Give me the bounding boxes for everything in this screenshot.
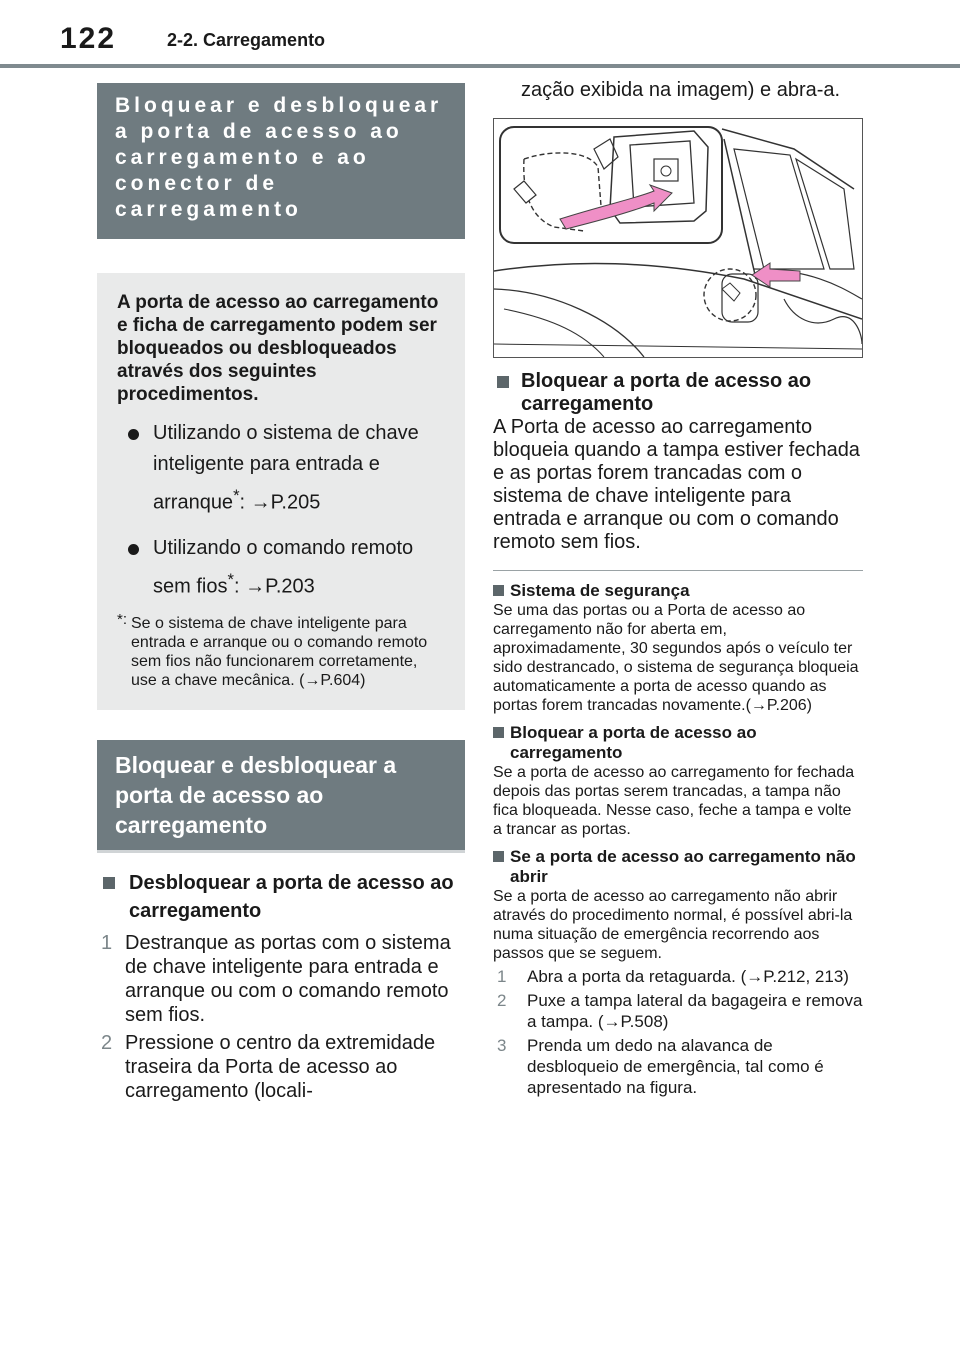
lock-paragraph: A Porta de acesso ao carregamento bloqueia quando a tampa estiver fechada e as portas forem trancadas com o sistema de chave inteligente para entrada e arranque ou com o comando remoto sem fios.: [493, 416, 860, 553]
emergency-steps: [493, 966, 863, 1098]
square-bullet-icon: [493, 585, 504, 596]
square-bullet-icon: [497, 376, 509, 388]
square-bullet-icon: [493, 727, 504, 738]
subsection-title: Desbloquear a porta de acesso ao carregamento: [129, 872, 454, 923]
bullet-dot-icon: [128, 544, 139, 555]
note-door-not-open: [493, 847, 863, 963]
step-item: [493, 966, 863, 987]
step-item: [97, 931, 465, 1027]
step-item: [493, 990, 863, 1032]
bullet-text: Utilizando o sistema de chave inteligente para entrada e arranque: [153, 422, 419, 514]
charge-door-illustration: [493, 118, 863, 358]
note-text: Se a porta de acesso ao carregamento não abrir através do procedimento normal, é possível abri-la numa situação de emergência recorrendo aos passos que se seguem.: [493, 888, 853, 962]
car-charge-port-image: [494, 119, 862, 357]
note-heading: [493, 581, 863, 601]
info-panel: [97, 273, 465, 710]
subsection-title: Bloquear a porta de acesso ao carregamento: [521, 370, 812, 415]
subsection-unlock: [97, 869, 465, 925]
step-number: 1: [101, 932, 113, 955]
section-title-door: Bloquear e desbloquear a porta de acesso ao carregamento: [97, 740, 465, 853]
page-reference-link[interactable]: P.205: [270, 491, 321, 514]
step-number: 1: [497, 967, 507, 986]
note-security: [493, 581, 863, 715]
header-divider: [0, 64, 960, 68]
square-bullet-icon: [103, 877, 115, 889]
bullet-dot-icon: [128, 429, 139, 440]
note-heading: [493, 723, 863, 763]
step-item: [493, 1035, 863, 1098]
step-text: Puxe a tampa lateral da bagageira e remova a tampa. (→P.508): [527, 991, 863, 1031]
note-heading: [493, 847, 863, 887]
asterisk-icon: *:: [117, 611, 128, 629]
page-header: [0, 0, 960, 70]
step-number: 3: [497, 1036, 507, 1055]
step-text: Abra a porta da retaguarda. (→P.212, 213): [527, 967, 849, 986]
page-reference-link[interactable]: P.203: [265, 575, 315, 598]
footnote-text: Se o sistema de chave inteligente para entrada e arranque ou o comando remoto sem fios não funcionarem corretamente, use a chave mecânica. (→P.604): [131, 615, 428, 690]
step-number: 2: [101, 1032, 113, 1055]
right-column: [493, 78, 863, 1098]
note-title: Se a porta de acesso ao carregamento não abrir: [510, 847, 856, 886]
unlock-steps: [97, 931, 465, 1103]
step-text: Prenda um dedo na alavanca de desbloqueio de emergência, tal como é apresentado na figura.: [527, 1036, 824, 1097]
footnote: [117, 611, 447, 690]
bullet-smart-key: Utilizando o sistema de chave inteligente para entrada e arranque*: →P.205: [117, 418, 447, 519]
bullet-remote: Utilizando o comando remoto sem fios*: →P.203: [117, 533, 447, 603]
step-continuation: zação exibida na imagem) e abra-a.: [521, 79, 841, 101]
note-text: Se a porta de acesso ao carregamento for fechada depois das portas serem trancadas, a tampa não fica bloqueada. Nesse caso, feche a tampa e volte a trancar as portas.: [493, 764, 855, 838]
step-number: 2: [497, 991, 507, 1010]
note-title: Bloquear a porta de acesso ao carregamento: [510, 723, 757, 762]
notes-divider: [493, 570, 863, 571]
note-text: Se uma das portas ou a Porta de acesso ao carregamento não for aberta em, aproximadamente, 30 segundos após o veículo ter sido destrancado, o sistema de segurança bloqueia automaticamente a porta de acesso quando as portas forem trancadas novamente.(→P.206): [493, 602, 859, 714]
section-title-connector: Bloquear e desbloquear a porta de acesso ao carregamento e ao conector de carregamento: [97, 83, 465, 239]
step-text: Pressione o centro da extremidade traseira da Porta de acesso ao carregamento (locali-: [125, 1032, 436, 1103]
note-lock-door: [493, 723, 863, 839]
step-text: Destranque as portas com o sistema de chave inteligente para entrada e arranque ou com o comando remoto sem fios.: [125, 932, 451, 1027]
subsection-lock: [493, 370, 863, 416]
left-column: [97, 83, 465, 1107]
step-item: [97, 1031, 465, 1103]
bullet-text: Utilizando o comando remoto sem fios: [153, 536, 414, 598]
note-title: Sistema de segurança: [510, 581, 690, 600]
chapter-title: 2-2. Carregamento: [167, 30, 326, 50]
panel-intro: A porta de acesso ao carregamento e ficha de carregamento podem ser bloqueados ou desbloqueados através dos seguintes procedimentos.: [117, 292, 439, 405]
square-bullet-icon: [493, 851, 504, 862]
page-number: 122: [60, 22, 117, 55]
